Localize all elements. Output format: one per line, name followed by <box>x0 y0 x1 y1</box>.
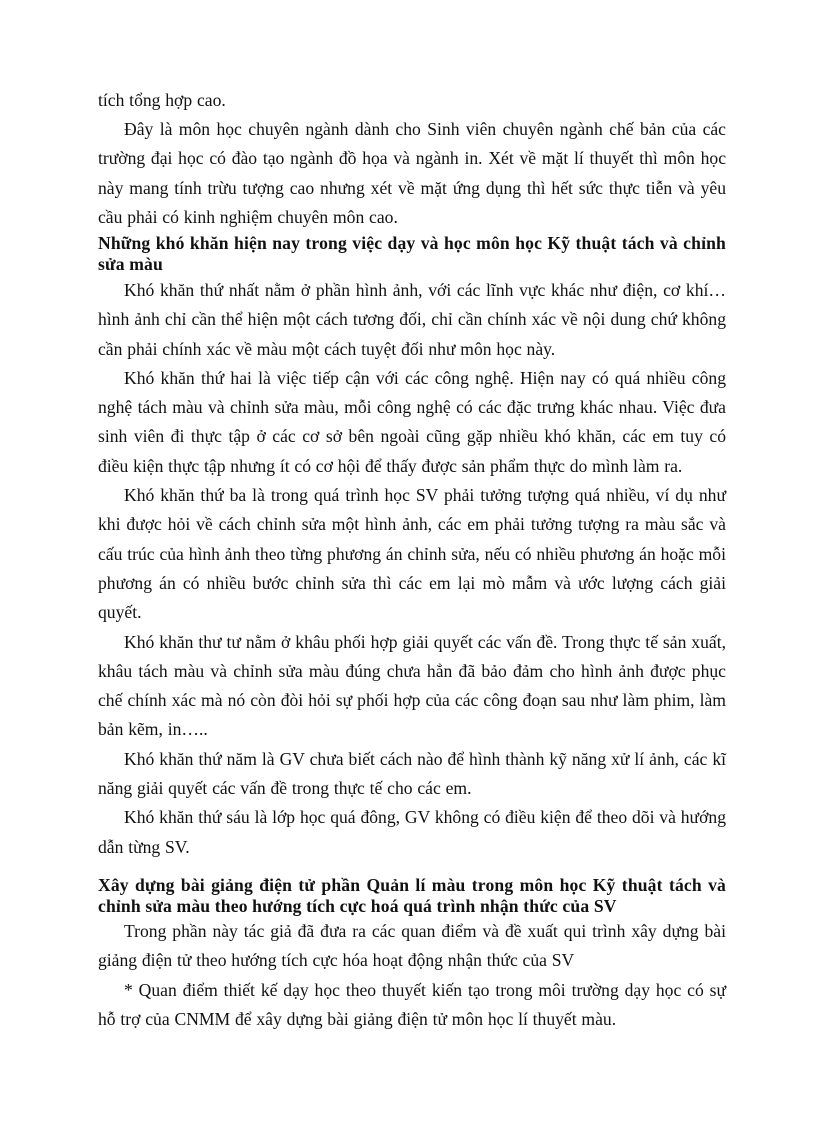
body-paragraph: Đây là môn học chuyên ngành dành cho Sinh viên chuyên ngành chế bản của các trường đại học có đào tạo ngành đồ họa và ngành in. Xét về mặt lí thuyết thì môn học này mang tính trừu tượng cao nhưng xét về mặt ứng dụng thì hết sức thực tiễn và yêu cầu phải có kinh nghiệm chuyên môn cao. <box>98 119 726 227</box>
body-paragraph: Khó khăn thứ năm là GV chưa biết cách nào để hình thành kỹ năng xử lí ảnh, các kĩ năng giải quyết các vấn đề trong thực tế cho các em. <box>98 748 726 799</box>
paragraph-intro <box>98 115 726 232</box>
body-paragraph: Khó khăn thứ sáu là lớp học quá đông, GV không có điều kiện để theo dõi và hướng dẫn từng SV. <box>98 807 726 857</box>
paragraph-continuation <box>98 86 726 115</box>
body-paragraph: Khó khăn thư tư nằm ở khâu phối hợp giải quyết các vấn đề. Trong thực tế sản xuất, khâu tách màu và chỉnh sửa màu đúng chưa hẳn đã bảo đảm cho hình ảnh được phục chế chính xác mà nó còn đòi hỏi sự phối hợp của các công đoạn sau như làm phim, làm bản kẽm, in….. <box>98 631 726 740</box>
body-paragraph: Khó khăn thứ hai là việc tiếp cận với các công nghệ. Hiện nay có quá nhiều công nghệ tách màu và chỉnh sửa màu, mỗi công nghệ có các đặc trưng khác nhau. Việc đưa sinh viên đi thực tập ở các cơ sở bên ngoài cũng gặp nhiều khó khăn, các em tuy có điều kiện thực tập nhưng ít có cơ hội để thấy được sản phẩm thực do mình làm ra. <box>98 367 726 476</box>
section-heading: Những khó khăn hiện nay trong việc dạy và học môn học Kỹ thuật tách và chỉnh sửa màu <box>98 233 726 274</box>
body-paragraph: * Quan điểm thiết kế dạy học theo thuyết kiến tạo trong môi trường dạy học có sự hỗ trợ của CNMM để xây dựng bài giảng điện tử môn học lí thuyết màu. <box>98 979 726 1029</box>
difficulties-list <box>98 276 726 862</box>
body-paragraph: Trong phần này tác giả đã đưa ra các quan điểm và đề xuất qui trình xây dựng bài giảng điện tử theo hướng tích cực hóa hoạt động nhận thức của SV <box>98 921 726 971</box>
section-heading-lecture <box>98 875 726 917</box>
body-paragraph: Khó khăn thứ nhất nằm ở phần hình ảnh, với các lĩnh vực khác như điện, cơ khí…hình ảnh chỉ cần thể hiện một cách tương đối, chỉ cần chính xác về nội dung chứ không cần phải chính xác về màu một cách tuyệt đối như môn học này. <box>98 280 726 359</box>
section-heading-difficulties <box>98 233 726 275</box>
lecture-paragraphs <box>98 917 726 1034</box>
section-heading: Xây dựng bài giảng điện tử phần Quản lí màu trong môn học Kỹ thuật tách và chỉnh sửa màu theo hướng tích cực hoá quá trình nhận thức của SV <box>98 875 726 916</box>
body-paragraph: tích tổng hợp cao. <box>98 90 226 110</box>
body-paragraph: Khó khăn thứ ba là trong quá trình học SV phải tưởng tượng quá nhiều, ví dụ như khi được hỏi về cách chỉnh sửa một hình ảnh, các em phải tưởng tượng ra màu sắc và cấu trúc của hình ảnh theo từng phương án chỉnh sửa, nếu có nhiều phương án hoặc mỗi phương án có nhiều bước chỉnh sửa thì các em lại mò mẫm và ước lượng cách giải quyết. <box>98 485 726 623</box>
